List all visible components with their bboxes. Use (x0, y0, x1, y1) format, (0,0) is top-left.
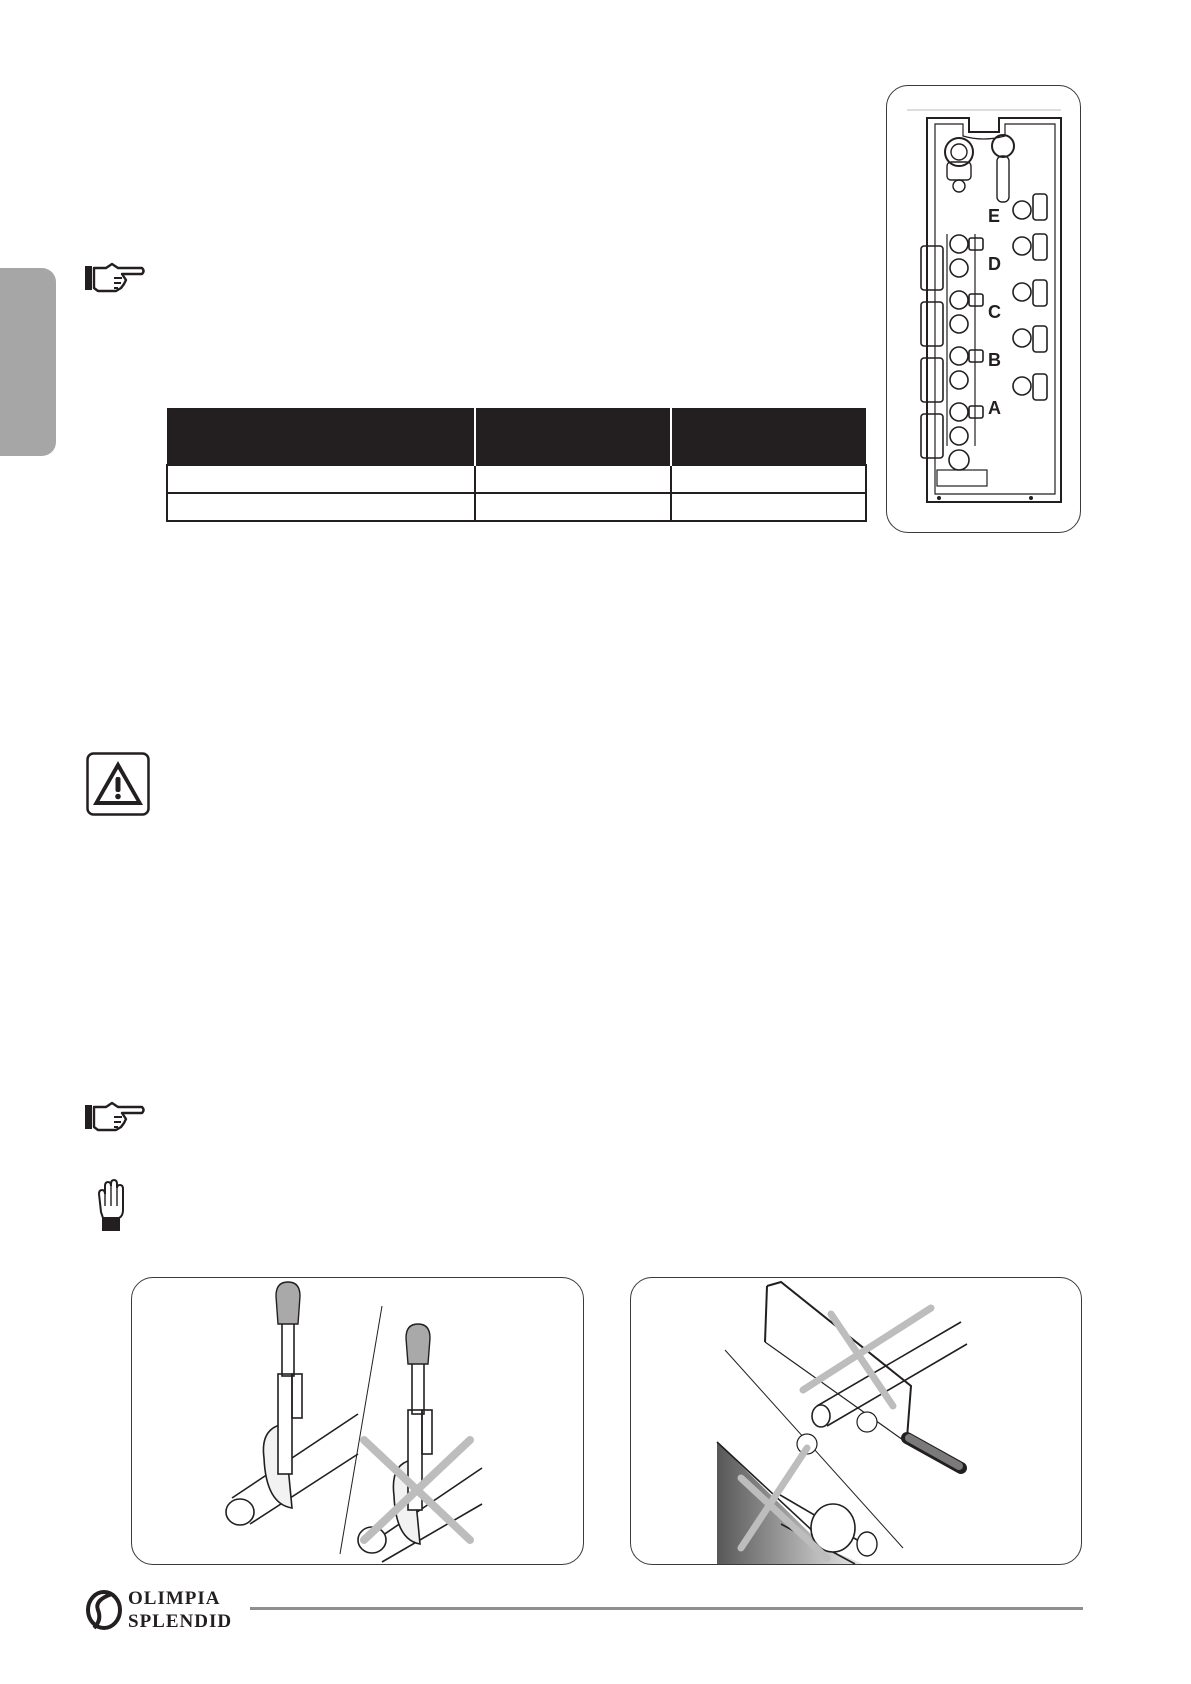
logo-line-1: OLIMPIA (128, 1588, 221, 1609)
table-header-row (167, 408, 866, 465)
hacksaw-drawing (631, 1278, 1081, 1564)
valve-label: A (988, 398, 1001, 418)
table-cell (475, 493, 671, 521)
logo-line-2: SPLENDID (128, 1611, 233, 1632)
hacksaw-figure (630, 1277, 1082, 1565)
valve-label: B (988, 350, 1001, 370)
spec-table (166, 408, 867, 522)
table-cell (167, 465, 475, 493)
table-row (167, 493, 866, 521)
side-tab (0, 268, 56, 456)
table-cell (475, 465, 671, 493)
pipe-cutter-drawing (132, 1278, 583, 1564)
warning-triangle-icon (86, 752, 150, 816)
valve-label: E (988, 206, 1001, 226)
table-cell (671, 465, 866, 493)
table-cell (671, 493, 866, 521)
table-header-cell (475, 408, 671, 465)
table-header-cell (671, 408, 866, 465)
valve-label: C (988, 302, 1001, 322)
table-header-cell (167, 408, 475, 465)
valve-panel-figure (886, 85, 1081, 533)
footer-divider (250, 1607, 1083, 1610)
valve-panel-drawing (887, 86, 1080, 532)
olimpia-splendid-logo-mark (84, 1586, 124, 1632)
pipe-cutter-figure (131, 1277, 584, 1565)
pointing-hand-icon (84, 262, 146, 294)
table-cell (167, 493, 475, 521)
glove-hand-icon (93, 1176, 127, 1234)
pointing-hand-icon (84, 1101, 146, 1133)
table-row (167, 465, 866, 493)
valve-label: D (988, 254, 1001, 274)
